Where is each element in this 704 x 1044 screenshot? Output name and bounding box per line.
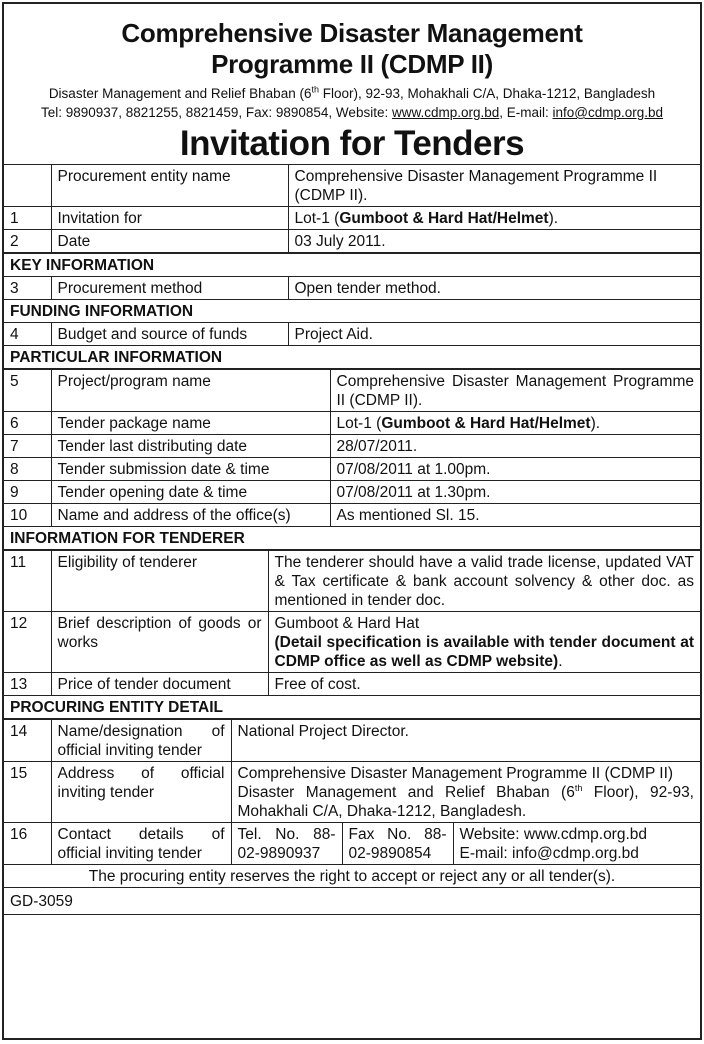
row-num: 14 (4, 720, 51, 762)
table-row (4, 612, 700, 673)
row-value: 28/07/2011. (330, 435, 700, 458)
row-num: 4 (4, 323, 51, 346)
value-bold: Gumboot & Hard Hat/Helmet (339, 210, 549, 227)
row-num (4, 165, 51, 207)
row-value (268, 612, 700, 673)
row-label: Procurement entity name (51, 165, 288, 207)
table-row (4, 458, 700, 481)
row-label: Budget and source of funds (51, 323, 288, 346)
tender-table (4, 369, 700, 550)
tender-table (4, 719, 700, 915)
row-num: 3 (4, 277, 51, 300)
address-text: Disaster Management and Relief Bhaban (6 (48, 86, 312, 101)
row-label: Name and address of the office(s) (51, 504, 330, 527)
row-num: 13 (4, 673, 51, 696)
value-text: Comprehensive Disaster Management Programme II (CDMP II) (237, 765, 674, 782)
row-num: 2 (4, 230, 51, 253)
table-row (4, 323, 700, 346)
footer-note: The procuring entity reserves the right to accept or reject any or all tender(s). (4, 865, 700, 888)
value-bold: Gumboot & Hard Hat/Helmet (381, 415, 591, 432)
address-text-rest: Floor), 92-93, Mohakhali C/A, Dhaka-1212, Bangladesh (318, 86, 656, 101)
row-label: Project/program name (51, 370, 330, 412)
section-title: INFORMATION FOR TENDERER (4, 527, 700, 550)
row-value: The tenderer should have a valid trade license, updated VAT & Tax certificate & bank account solvency & other doc. as mentioned in tender doc. (268, 551, 700, 612)
row-value: As mentioned Sl. 15. (330, 504, 700, 527)
value-address: Disaster Management and Relief Bhaban (6 (237, 784, 575, 801)
page-title: Invitation for Tenders (179, 124, 525, 163)
table-row (4, 207, 700, 230)
row-value: Comprehensive Disaster Management Programme II (CDMP II). (288, 165, 700, 207)
website-link[interactable]: www.cdmp.org.bd (391, 105, 500, 120)
table-row (4, 673, 700, 696)
value-bold: (Detail specification is available with tender document at CDMP office as well as CDMP website) (274, 634, 694, 670)
row-label: Eligibility of tenderer (51, 551, 268, 612)
contact-text: Tel: 9890937, 8821255, 8821459, Fax: 9890854, Website: (40, 105, 392, 120)
row-label: Name/designation of official inviting tender (51, 720, 231, 762)
table-row (4, 762, 700, 823)
row-value: Project Aid. (288, 323, 700, 346)
table-row (4, 481, 700, 504)
section-title: KEY INFORMATION (4, 254, 700, 277)
contact-tel: Tel. No. 88-02-9890937 (231, 823, 342, 865)
row-num: 16 (4, 823, 51, 865)
row-label: Invitation for (51, 207, 288, 230)
table-row (4, 504, 700, 527)
row-num: 15 (4, 762, 51, 823)
row-num: 7 (4, 435, 51, 458)
row-value: Free of cost. (268, 673, 700, 696)
footer-note-row (4, 865, 700, 888)
row-label: Date (51, 230, 288, 253)
row-value (288, 207, 700, 230)
row-label: Price of tender document (51, 673, 268, 696)
email-link[interactable]: info@cdmp.org.bd (552, 105, 664, 120)
org-title-line2: Programme II (CDMP II) (211, 49, 493, 79)
row-num: 6 (4, 412, 51, 435)
org-title-line1: Comprehensive Disaster Management (121, 18, 583, 48)
section-heading (4, 346, 700, 369)
row-label: Procurement method (51, 277, 288, 300)
row-num: 9 (4, 481, 51, 504)
table-row (4, 435, 700, 458)
table-row (4, 230, 700, 253)
contact-email[interactable]: E-mail: info@cdmp.org.bd (459, 845, 639, 862)
row-value: National Project Director. (231, 720, 700, 762)
table-row (4, 823, 700, 865)
row-value: 07/08/2011 at 1.30pm. (330, 481, 700, 504)
section-heading (4, 696, 700, 719)
tender-notice (2, 2, 702, 1040)
notice-header (4, 4, 700, 164)
row-label: Tender submission date & time (51, 458, 330, 481)
contact-web-mail (453, 823, 700, 865)
ad-code: GD-3059 (4, 888, 700, 915)
org-address (4, 84, 700, 122)
row-value (330, 412, 700, 435)
org-title (4, 18, 700, 80)
row-num: 10 (4, 504, 51, 527)
row-num: 11 (4, 551, 51, 612)
row-value: Comprehensive Disaster Management Programme II (CDMP II). (330, 370, 700, 412)
value-text: Lot-1 ( (336, 415, 382, 432)
value-text-end: ). (590, 415, 601, 432)
section-title: FUNDING INFORMATION (4, 300, 700, 323)
section-heading (4, 254, 700, 277)
table-row (4, 370, 700, 412)
row-label: Tender last distributing date (51, 435, 330, 458)
row-value: 07/08/2011 at 1.00pm. (330, 458, 700, 481)
section-title: PROCURING ENTITY DETAIL (4, 696, 700, 719)
table-row (4, 165, 700, 207)
row-num: 5 (4, 370, 51, 412)
row-label: Address of official inviting tender (51, 762, 231, 823)
row-label: Tender package name (51, 412, 330, 435)
section-title: PARTICULAR INFORMATION (4, 346, 700, 369)
value-text-end: . (558, 653, 563, 670)
tender-table (4, 550, 700, 719)
code-row (4, 888, 700, 915)
section-heading (4, 300, 700, 323)
section-heading (4, 527, 700, 550)
row-num: 8 (4, 458, 51, 481)
contact-mid: , E-mail: (499, 105, 553, 120)
contact-fax: Fax No. 88-02-9890854 (342, 823, 453, 865)
table-row (4, 551, 700, 612)
tender-table (4, 164, 700, 253)
value-text: Gumboot & Hard Hat (274, 615, 420, 632)
contact-website[interactable]: Website: www.cdmp.org.bd (459, 826, 648, 843)
row-label: Tender opening date & time (51, 481, 330, 504)
row-label: Brief description of goods or works (51, 612, 268, 673)
value-address-rest: Floor), 92-93, Mohakhali C/A, Dhaka-1212, Bangladesh. (237, 784, 694, 820)
row-value: 03 July 2011. (288, 230, 700, 253)
row-value: Open tender method. (288, 277, 700, 300)
row-num: 1 (4, 207, 51, 230)
value-text-end: ). (548, 210, 559, 227)
tender-table (4, 253, 700, 369)
row-label: Contact details of official inviting tender (51, 823, 231, 865)
row-value (231, 762, 700, 823)
table-row (4, 277, 700, 300)
address-sup: th (311, 84, 319, 95)
value-sup: th (574, 782, 583, 793)
row-num: 12 (4, 612, 51, 673)
value-text: Lot-1 ( (294, 210, 340, 227)
table-row (4, 412, 700, 435)
table-row (4, 720, 700, 762)
